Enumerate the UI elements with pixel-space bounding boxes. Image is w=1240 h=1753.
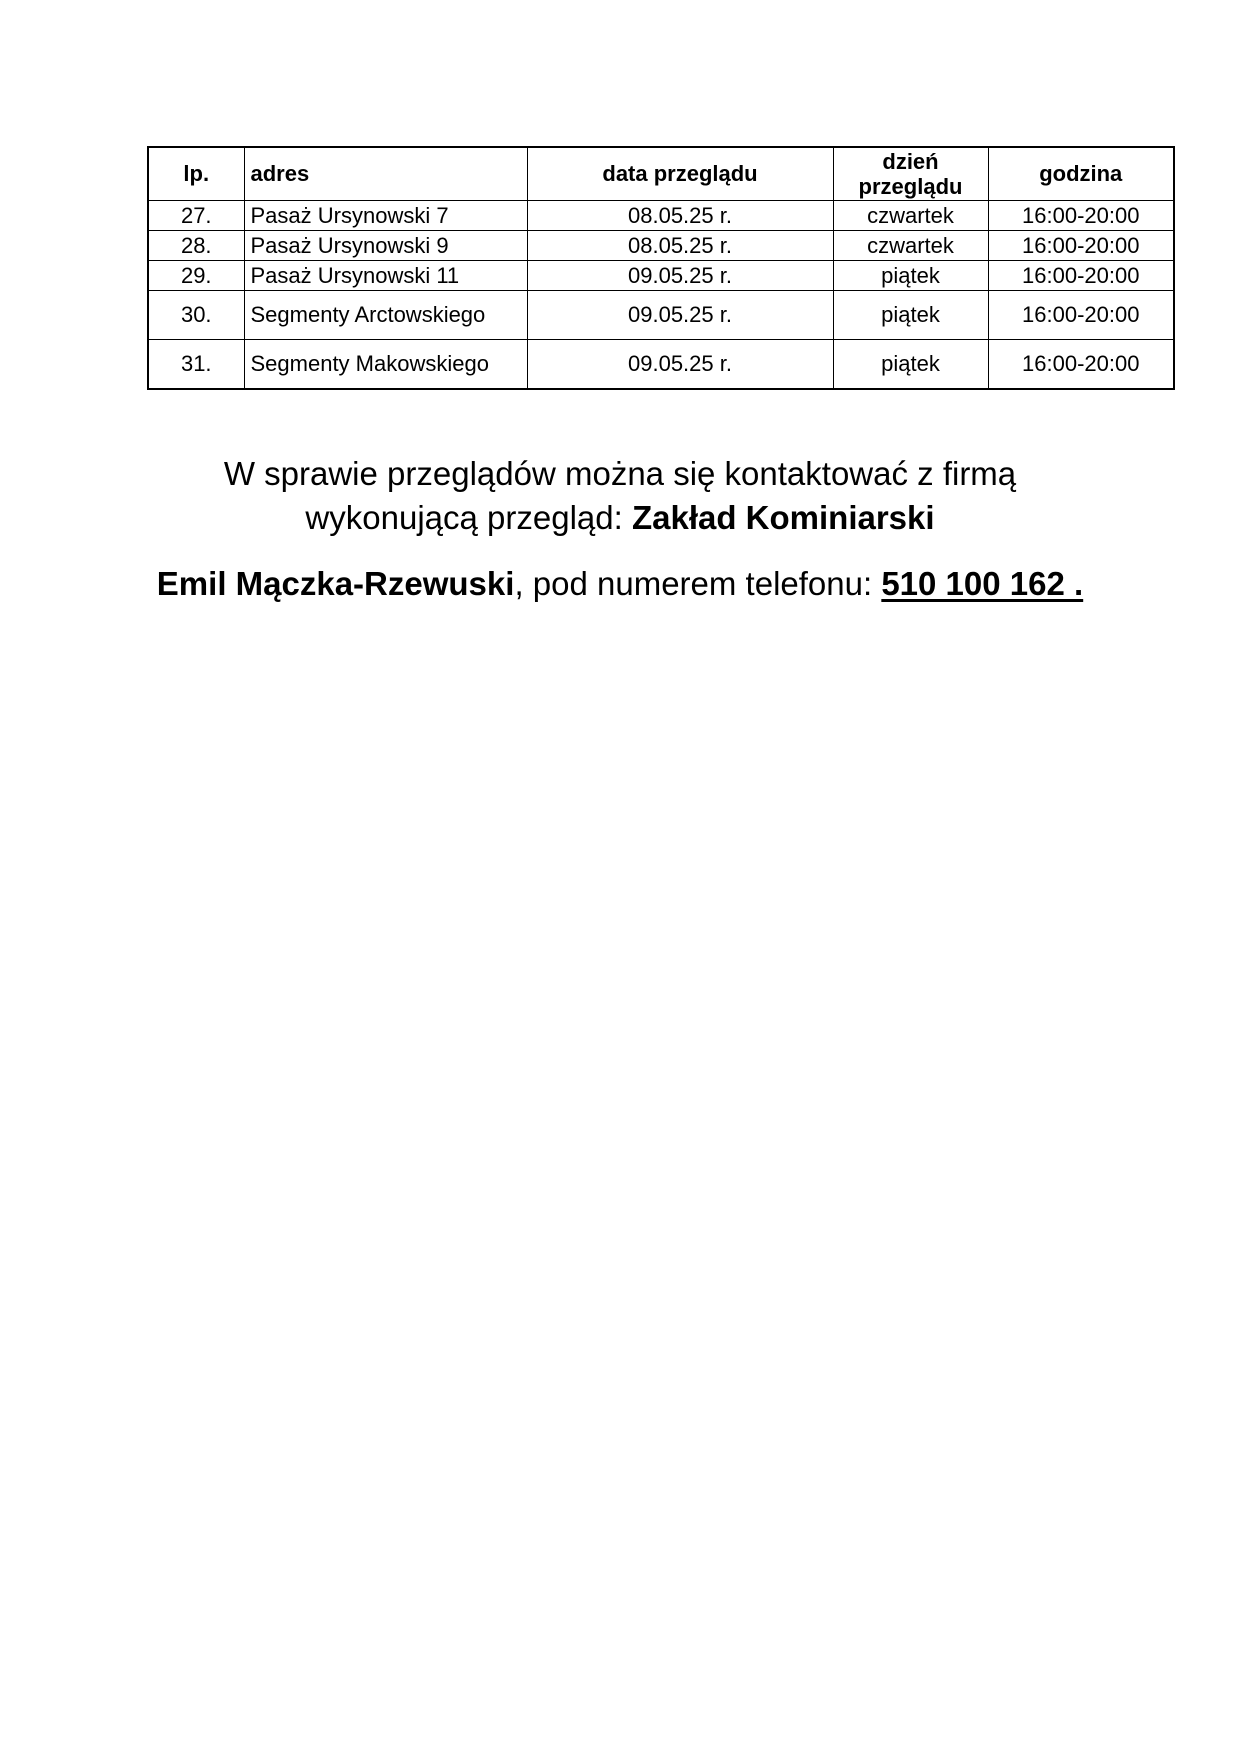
header-data: data przeglądu	[527, 147, 833, 201]
header-dzien	[833, 147, 988, 201]
cell-data: 09.05.25 r.	[527, 261, 833, 291]
phone-prefix: , pod numerem telefonu:	[514, 565, 882, 602]
cell-godzina: 16:00-20:00	[988, 231, 1174, 261]
cell-godzina: 16:00-20:00	[988, 201, 1174, 231]
cell-dzien: piątek	[833, 261, 988, 291]
cell-lp: 30.	[148, 291, 244, 340]
cell-data: 08.05.25 r.	[527, 201, 833, 231]
cell-dzien: piątek	[833, 340, 988, 390]
company-name: Zakład Kominiarski	[631, 499, 935, 536]
phone-number: 510 100 162 .	[881, 565, 1084, 602]
cell-adres: Pasaż Ursynowski 9	[244, 231, 527, 261]
table-row	[148, 201, 1174, 231]
contact-person-line	[0, 562, 1240, 606]
cell-data: 09.05.25 r.	[527, 291, 833, 340]
cell-lp: 27.	[148, 201, 244, 231]
cell-dzien: piątek	[833, 291, 988, 340]
cell-data: 09.05.25 r.	[527, 340, 833, 390]
cell-adres: Segmenty Arctowskiego	[244, 291, 527, 340]
table-row	[148, 340, 1174, 390]
cell-godzina: 16:00-20:00	[988, 340, 1174, 390]
schedule-table	[147, 146, 1175, 390]
cell-lp: 28.	[148, 231, 244, 261]
cell-adres: Pasaż Ursynowski 7	[244, 201, 527, 231]
notice-line2-prefix: wykonującą przegląd:	[305, 499, 632, 536]
header-adres: adres	[244, 147, 527, 201]
cell-godzina: 16:00-20:00	[988, 261, 1174, 291]
contact-notice	[0, 452, 1240, 540]
cell-dzien: czwartek	[833, 231, 988, 261]
header-lp: lp.	[148, 147, 244, 201]
table-row	[148, 231, 1174, 261]
table-row	[148, 261, 1174, 291]
cell-adres: Pasaż Ursynowski 11	[244, 261, 527, 291]
cell-godzina: 16:00-20:00	[988, 291, 1174, 340]
cell-data: 08.05.25 r.	[527, 231, 833, 261]
table-row	[148, 291, 1174, 340]
cell-adres: Segmenty Makowskiego	[244, 340, 527, 390]
header-dzien-line2: przeglądu	[858, 174, 963, 199]
header-godzina: godzina	[988, 147, 1174, 201]
table-header-row	[148, 147, 1174, 201]
cell-lp: 31.	[148, 340, 244, 390]
cell-dzien: czwartek	[833, 201, 988, 231]
notice-line1: W sprawie przeglądów można się kontaktować z firmą	[223, 455, 1017, 492]
person-name: Emil Mączka-Rzewuski	[156, 565, 515, 602]
cell-lp: 29.	[148, 261, 244, 291]
header-dzien-line1: dzień	[882, 148, 939, 174]
